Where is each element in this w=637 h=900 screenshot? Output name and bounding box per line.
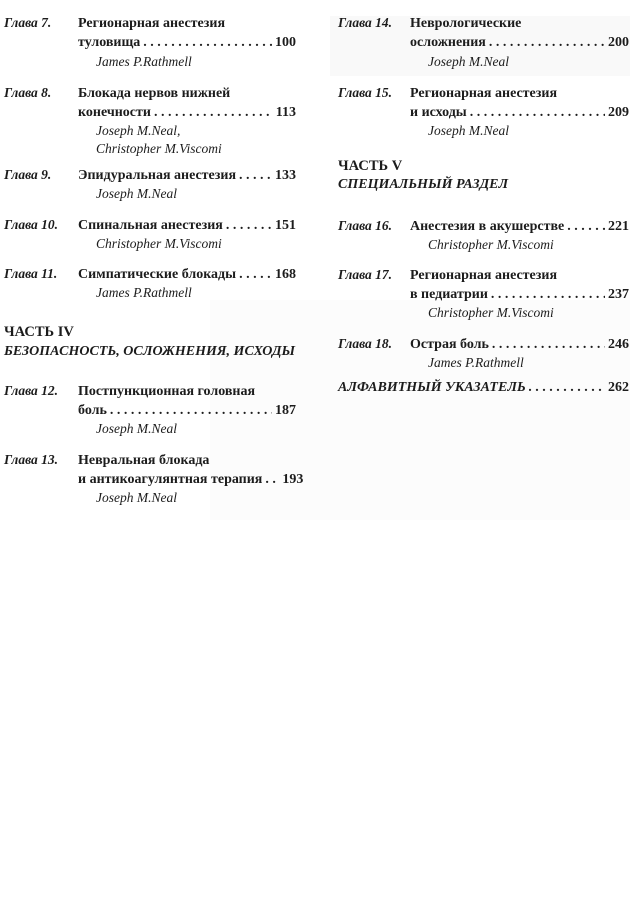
chapter-title-line: Невральная блокада (78, 453, 210, 468)
chapter-title-last: боль (78, 403, 107, 418)
chapter-author: Joseph M.Neal (428, 54, 509, 69)
chapter-label: Глава 8. (4, 85, 52, 100)
chapter-title-line: Регионарная анестезия (410, 268, 558, 283)
chapter-title-last: Эпидуральная анестезия (78, 168, 237, 183)
page-number: 237 (608, 287, 629, 302)
dot-leader (226, 216, 272, 235)
dot-leader (239, 166, 272, 185)
page-number: 209 (608, 105, 629, 120)
page-number: 133 (275, 168, 296, 183)
chapter-label: Глава 10. (4, 217, 59, 232)
chapter-author: Christopher M.Viscomi (96, 236, 222, 251)
chapter-author: Joseph M.Neal (96, 490, 177, 505)
chapter-title-last: осложнения (410, 35, 486, 50)
chapter-author: James P.Rathmell (428, 355, 524, 370)
page-number: 100 (275, 35, 296, 50)
chapter-label: Глава 13. (4, 452, 59, 467)
chapter-label: Глава 16. (338, 218, 393, 233)
chapter-author: Christopher M.Viscomi (96, 141, 222, 156)
dot-leader (491, 285, 605, 304)
dot-leader (492, 335, 605, 354)
chapter-title-last: туловища (78, 35, 141, 50)
chapter-title-last: и антикоагулянтная терапия (78, 472, 263, 487)
chapter-title-last: Острая боль (410, 337, 489, 352)
chapter-title-line: Неврологические (410, 16, 522, 31)
chapter-label: Глава 12. (4, 383, 59, 398)
chapter-label: Глава 15. (338, 85, 393, 100)
chapter-label: Глава 14. (338, 15, 393, 30)
chapter-title-last: в педиатрии (410, 287, 488, 302)
chapter-author: Joseph M.Neal (96, 421, 177, 436)
chapter-title-line: Блокада нервов нижней (78, 86, 231, 101)
dot-leader (154, 103, 273, 122)
dot-leader (239, 265, 272, 284)
chapter-author: Joseph M.Neal (96, 186, 177, 201)
page-number: 200 (608, 35, 629, 50)
chapter-author: Joseph M.Neal (428, 123, 509, 138)
page-number: 151 (275, 218, 296, 233)
chapter-author: Christopher M.Viscomi (428, 237, 554, 252)
chapter-label: Глава 11. (4, 266, 58, 281)
chapter-title-line: Регионарная анестезия (78, 16, 226, 31)
page-number: 187 (275, 403, 296, 418)
dot-leader (470, 103, 605, 122)
chapter-author: Joseph M.Neal, (96, 123, 181, 138)
dot-leader (265, 470, 279, 489)
chapter-label: Глава 18. (338, 336, 393, 351)
chapter-author: James P.Rathmell (96, 285, 192, 300)
page-number: 113 (275, 105, 296, 120)
chapter-label: Глава 7. (4, 15, 52, 30)
chapter-author: Christopher M.Viscomi (428, 305, 554, 320)
part-title: СПЕЦИАЛЬНЫЙ РАЗДЕЛ (338, 177, 509, 192)
chapter-title-last: Симпатические блокады (78, 267, 237, 282)
chapter-label: Глава 9. (4, 167, 52, 182)
part-label: ЧАСТЬ IV (4, 324, 74, 340)
dot-leader (110, 401, 272, 420)
chapter-title-last: конечности (78, 105, 151, 120)
page-number: 221 (608, 219, 629, 234)
chapter-title-last: Спинальная анестезия (78, 218, 223, 233)
index-label: АЛФАВИТНЫЙ УКАЗАТЕЛЬ (338, 380, 526, 395)
chapter-label: Глава 17. (338, 267, 393, 282)
chapter-title-last: и исходы (410, 105, 467, 120)
index-entry[interactable] (338, 380, 629, 396)
part-title: БЕЗОПАСНОСТЬ, ОСЛОЖНЕНИЯ, ИСХОДЫ (4, 344, 296, 359)
dot-leader (529, 380, 605, 396)
chapter-title-line: Постпункционная головная (78, 384, 256, 399)
chapter-title-line: Регионарная анестезия (410, 86, 558, 101)
chapter-title-last: Анестезия в акушерстве (410, 219, 565, 234)
dot-leader (143, 33, 272, 52)
part-label: ЧАСТЬ V (338, 158, 403, 174)
page-number: 262 (608, 380, 629, 395)
page-number: 246 (608, 337, 629, 352)
chapter-author: James P.Rathmell (96, 54, 192, 69)
dot-leader (489, 33, 605, 52)
dot-leader (567, 217, 605, 236)
page-number: 193 (282, 472, 304, 487)
page-number: 168 (275, 267, 296, 282)
